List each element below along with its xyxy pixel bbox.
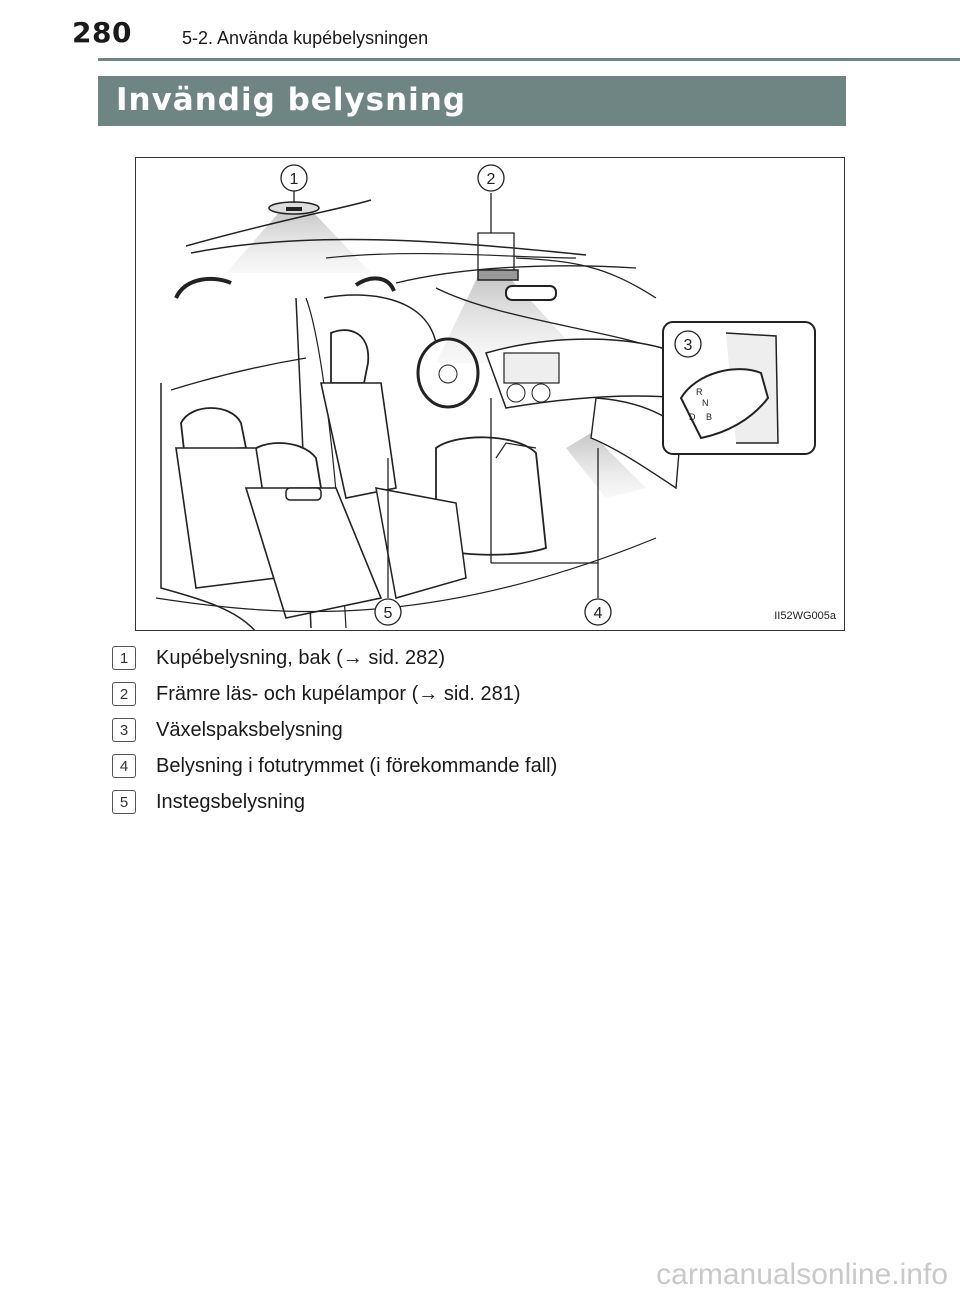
interior-lighting-figure <box>135 157 845 631</box>
watermark: carmanualsonline.info <box>656 1258 948 1291</box>
shift-label-n: N <box>702 398 709 408</box>
rearview-mirror <box>506 286 556 300</box>
figure-legend <box>112 640 832 820</box>
front-overhead-console <box>478 270 518 280</box>
callout-4-label: 4 <box>593 605 603 622</box>
header-rule <box>98 58 960 61</box>
callout-1-label: 1 <box>289 171 299 188</box>
rear-dome-light-beam <box>226 210 371 273</box>
callout-2 <box>478 165 504 191</box>
car-interior-illustration <box>136 158 845 631</box>
legend-item <box>112 712 832 748</box>
legend-number-badge: 3 <box>112 718 136 742</box>
legend-item <box>112 784 832 820</box>
callout-4 <box>585 599 611 625</box>
legend-text: Kupébelysning, bak (→ sid. 282) <box>156 646 446 669</box>
legend-number-badge: 5 <box>112 790 136 814</box>
running-head: 5-2. Använda kupébelysningen <box>182 28 429 48</box>
legend-item <box>112 640 832 676</box>
legend-number-badge: 4 <box>112 754 136 778</box>
shift-label-b: B <box>706 412 713 422</box>
page-number: 280 <box>72 16 132 49</box>
legend-number-badge: 1 <box>112 646 136 670</box>
callout-5 <box>375 599 401 625</box>
section-title: Invändig belysning <box>116 82 467 118</box>
callout-3 <box>675 331 701 357</box>
legend-number-badge: 2 <box>112 682 136 706</box>
shift-label-r: R <box>696 387 703 397</box>
callout-3-label: 3 <box>683 337 693 354</box>
legend-item <box>112 748 832 784</box>
legend-text: Belysning i fotutrymmet (i förekommande fall) <box>156 754 558 777</box>
legend-item <box>112 676 832 712</box>
callout-5-label: 5 <box>383 605 393 622</box>
shift-label-d: D <box>689 412 696 422</box>
legend-text: Främre läs- och kupélampor (→ sid. 281) <box>156 682 521 705</box>
legend-text: Instegsbelysning <box>156 790 305 813</box>
callout-2-label: 2 <box>486 171 496 188</box>
figure-code: II52WG005a <box>774 610 836 622</box>
callout-1 <box>281 165 307 191</box>
legend-text: Växelspaksbelysning <box>156 718 343 741</box>
